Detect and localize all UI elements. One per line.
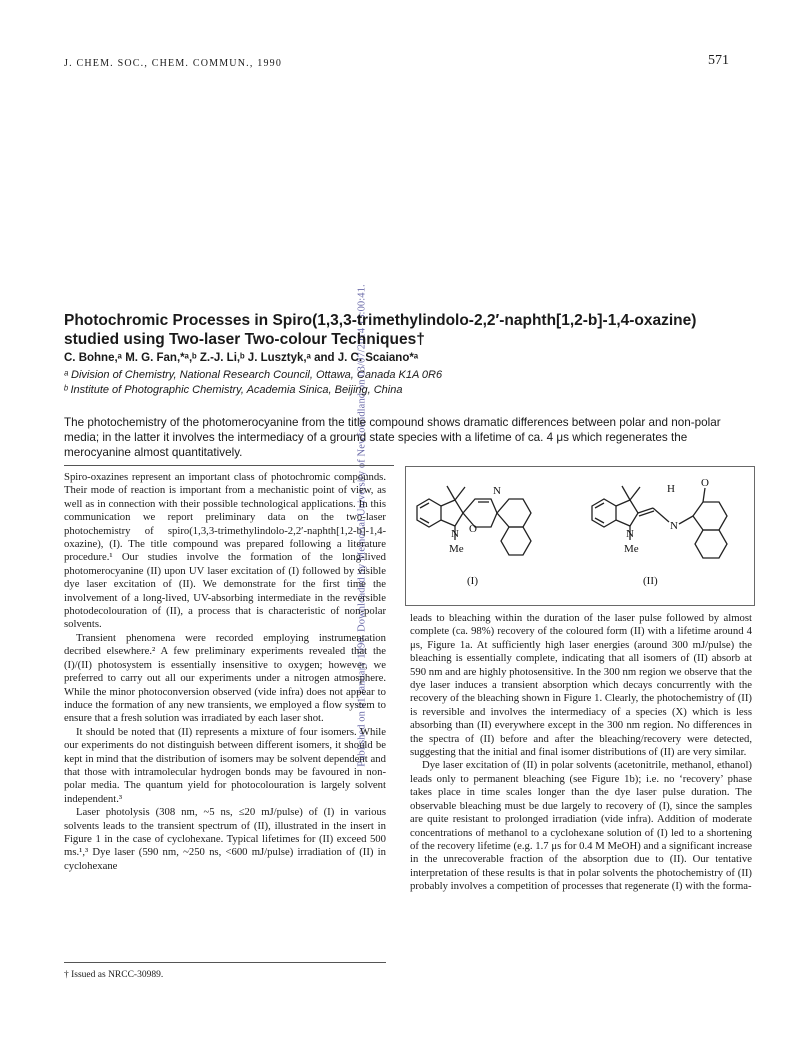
page-number: 571: [708, 53, 729, 68]
abstract: The photochemistry of the photomerocyanine from the title compound shows dramatic differences between polar and non-polar media; in the latter it involves the intermediacy of a ground state species with a lifetime of ca. 4 μs which regenerates the merocyanine almost quantitatively.: [64, 416, 721, 459]
journal-header: J. CHEM. SOC., CHEM. COMMUN., 1990: [64, 58, 283, 69]
atom-label: N: [670, 520, 678, 532]
right-column: [410, 612, 752, 894]
structure-drawing: [405, 466, 755, 606]
atom-label: N: [493, 485, 501, 497]
compound-label-I: (I): [467, 575, 478, 587]
paragraph: Spiro-oxazines represent an important class of photochromic compounds. Their mode of reaction is important from a mechanistic point of view, as well as in connection with their possible technological applications. In this communication we report preliminary data on the two-laser photochemistry of spiro(1,3,3-trimethylindolo-2,2′-naphth[1,2-b]-1,4-oxazine), (I). The title compound was prepared following a literature procedure.¹ Our studies involve the formation of the long-lived photomerocyanine (II) upon UV laser excitation of (I) followed by visible dye laser excitation of (II). We demonstrate for the first time the involvement of a long-lived, UV-absorbing intermediate in the reversible photodecolouration of (II), a process that is characteristic of non-polar solvents.: [64, 471, 386, 631]
paragraph: leads to bleaching within the duration of the laser pulse followed by almost complete (ca. 98%) recovery of the coloured form (II) with a lifetime around 4 μs, Figure 1a. At sufficiently high laser energies (around 300 mJ/pulse) the bleaching is essentially complete, indicating that all isomers of (II) absorb at 590 nm and are highly photosensitive. In the 300 nm region we observe that the dye laser induces a transient absorption which decays concurrently with the recovery of the bleaching shown in Figure 1. Clearly, the photochemistry of (II) is reversible and involves the intermediacy of a species (X) which is less absorbing than (II) everywhere except in the 300 nm region. No differences in the spectra of (II) before and after the bleaching/recovery were detected, suggesting that the initial and final isomer distributions of (II) are very similar.: [410, 612, 752, 759]
paragraph: It should be noted that (II) represents a mixture of four isomers. While our experiments do not distinguish between different isomers, it should be kept in mind that the distribution of isomers may be solvent dependent and that those with intramolecular hydrogen bonds may be favoured in non-polar media. The quantum yield for photocolouration is largely solvent independent.³: [64, 725, 386, 805]
affiliation-a: ᵃ Division of Chemistry, National Research Council, Ottawa, Canada K1A 0R6: [64, 369, 443, 381]
left-column: [64, 471, 386, 873]
paragraph: Laser photolysis (308 nm, ~5 ns, ≤20 mJ/pulse) of (I) in various solvents leads to the transient spectrum of (II), illustrated in the insert in Figure 1 in the case of cyclohexane. Typical lifetimes for (II) exceed 500 ms.¹,³ Dye laser (590 nm, ~250 ns, <600 mJ/pulse) irradiation of (II) in cyclohexane: [64, 806, 386, 872]
atom-label: O: [701, 477, 709, 489]
section-divider-left: [64, 465, 394, 466]
atom-label: H: [667, 483, 675, 495]
download-watermark: Published on 01 January 1990. Downloaded by Memorial University of Newfoundland on 03/07/2014 13:00:41.: [356, 284, 368, 767]
methyl-label: Me: [449, 543, 464, 555]
atom-label: N: [451, 528, 459, 540]
compound-label-II: (II): [643, 575, 658, 587]
chemical-scheme: [405, 466, 755, 606]
affiliation-b: ᵇ Institute of Photographic Chemistry, Academia Sinica, Beijing, China: [64, 384, 403, 396]
paragraph: Dye laser excitation of (II) in polar solvents (acetonitrile, methanol, ethanol) leads only to permanent bleaching (see Figure 1b); i.e. no ‘recovery’ phase takes place in time scales longer than the dye laser pulse duration. The observable bleaching must be due largely to recovery of (I), since the samples are quite resistant to prolonged irradiation (vide infra). Addition of moderate concentrations of methanol to a cyclohexane solution of (I) led to a shortening of the recovery lifetime (e.g. 1.7 μs for 0.4 M MeOH) and a significant increase in the unrecoverable fraction of the absorption due to (II). Our tentative interpretation of these results is that in polar solvents the photochemistry of (II) probably involves a competition of processes that regenerate (I) with the forma-: [410, 759, 752, 893]
footnote: † Issued as NRCC-30989.: [64, 970, 164, 980]
author-list: C. Bohne,ᵃ M. G. Fan,*ᵃ,ᵇ Z.-J. Li,ᵇ J. Lusztyk,ᵃ and J. C. Scaiano*ᵃ: [64, 352, 419, 364]
atom-label: N: [626, 528, 634, 540]
article-title: Photochromic Processes in Spiro(1,3,3-trimethylindolo-2,2′-naphth[1,2-b]-1,4-oxazine) studied using Two-laser Two-colour Techniques†: [64, 312, 697, 348]
atom-label: O: [469, 523, 477, 535]
paragraph: Transient phenomena were recorded employing instrumentation decribed elsewhere.² A few preliminary experiments revealed that the (I)/(II) photosystem is essentially insensitive to oxygen; however, we preferred to carry out all our experiments under a nitrogen atmosphere. While the minor photoconversion observed (vide infra) does not appear to induce the formation of any new transients, we employed a flow system to ensure that a fresh solution was irradiated by each laser shot.: [64, 631, 386, 725]
methyl-label: Me: [624, 543, 639, 555]
footnote-divider: [64, 962, 386, 963]
